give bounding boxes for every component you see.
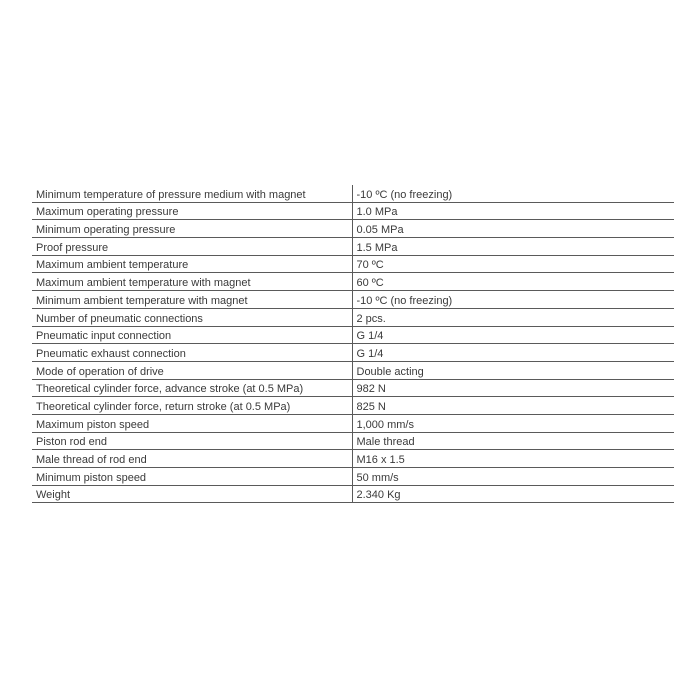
spec-label: Maximum operating pressure xyxy=(32,202,352,220)
table-row xyxy=(32,432,674,450)
spec-value: 0.05 MPa xyxy=(352,220,674,238)
table-row xyxy=(32,255,674,273)
spec-label: Minimum operating pressure xyxy=(32,220,352,238)
table-row xyxy=(32,450,674,468)
spec-value: -10 ºC (no freezing) xyxy=(352,185,674,202)
spec-label: Maximum ambient temperature with magnet xyxy=(32,273,352,291)
table-row xyxy=(32,361,674,379)
specifications-table-body xyxy=(32,185,674,503)
spec-value: Double acting xyxy=(352,361,674,379)
spec-value: G 1/4 xyxy=(352,326,674,344)
table-row xyxy=(32,291,674,309)
table-row xyxy=(32,468,674,486)
spec-label: Male thread of rod end xyxy=(32,450,352,468)
table-row xyxy=(32,238,674,256)
spec-label: Theoretical cylinder force, advance stroke (at 0.5 MPa) xyxy=(32,379,352,397)
spec-label: Weight xyxy=(32,485,352,503)
table-row xyxy=(32,397,674,415)
spec-value: M16 x 1.5 xyxy=(352,450,674,468)
spec-label: Proof pressure xyxy=(32,238,352,256)
table-row xyxy=(32,308,674,326)
spec-value: G 1/4 xyxy=(352,344,674,362)
specifications-table xyxy=(32,185,674,503)
spec-value: 1,000 mm/s xyxy=(352,414,674,432)
table-row xyxy=(32,185,674,202)
table-row xyxy=(32,344,674,362)
spec-label: Theoretical cylinder force, return stroke (at 0.5 MPa) xyxy=(32,397,352,415)
spec-label: Maximum ambient temperature xyxy=(32,255,352,273)
table-row xyxy=(32,414,674,432)
spec-label: Minimum temperature of pressure medium with magnet xyxy=(32,185,352,202)
spec-label: Piston rod end xyxy=(32,432,352,450)
spec-label: Minimum ambient temperature with magnet xyxy=(32,291,352,309)
spec-label: Minimum piston speed xyxy=(32,468,352,486)
spec-value: 2 pcs. xyxy=(352,308,674,326)
spec-value: Male thread xyxy=(352,432,674,450)
spec-value: -10 ºC (no freezing) xyxy=(352,291,674,309)
spec-value: 70 ºC xyxy=(352,255,674,273)
spec-value: 50 mm/s xyxy=(352,468,674,486)
table-row xyxy=(32,379,674,397)
spec-value: 982 N xyxy=(352,379,674,397)
spec-label: Maximum piston speed xyxy=(32,414,352,432)
table-row xyxy=(32,273,674,291)
spec-label: Mode of operation of drive xyxy=(32,361,352,379)
spec-label: Pneumatic input connection xyxy=(32,326,352,344)
spec-value: 2.340 Kg xyxy=(352,485,674,503)
table-row xyxy=(32,485,674,503)
spec-label: Number of pneumatic connections xyxy=(32,308,352,326)
spec-label: Pneumatic exhaust connection xyxy=(32,344,352,362)
spec-value: 60 ºC xyxy=(352,273,674,291)
table-row xyxy=(32,220,674,238)
spec-value: 1.5 MPa xyxy=(352,238,674,256)
table-row xyxy=(32,326,674,344)
spec-value: 825 N xyxy=(352,397,674,415)
spec-value: 1.0 MPa xyxy=(352,202,674,220)
table-row xyxy=(32,202,674,220)
